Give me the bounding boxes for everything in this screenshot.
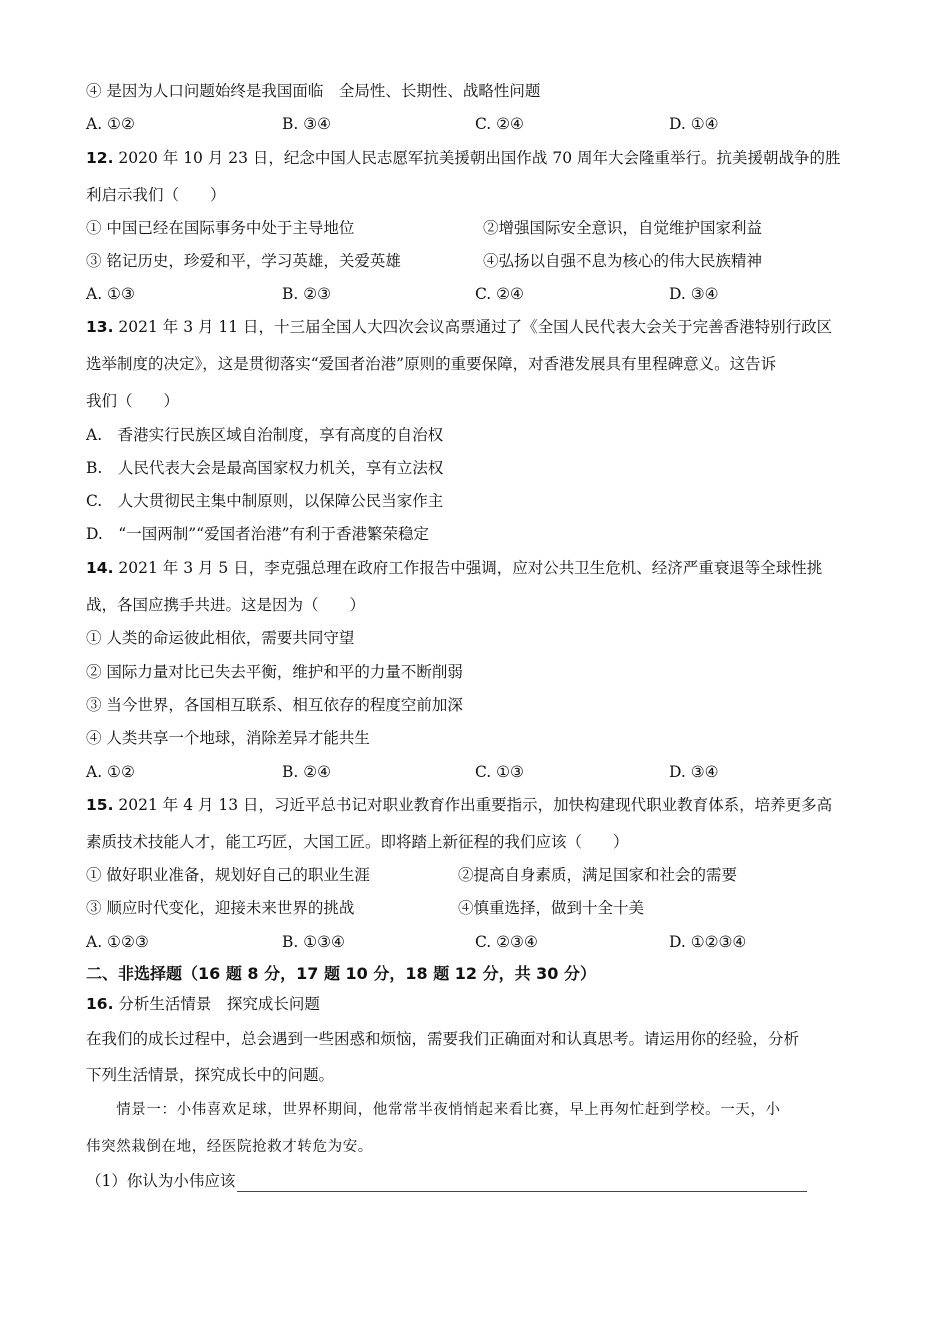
q11-option-b[interactable]: B. ③④ xyxy=(282,115,332,133)
answer-blank-line[interactable] xyxy=(237,1175,807,1192)
q14-item-1: ① 人类的命运彼此相依，需要共同守望 xyxy=(86,629,355,647)
q13-option-d[interactable]: D. “一国两制”“爱国者治港”有利于香港繁荣稳定 xyxy=(86,525,429,543)
q16-subquestion-1 xyxy=(86,1170,807,1192)
q15-item-1: ① 做好职业准备，规划好自己的职业生涯 xyxy=(86,866,370,884)
q13-option-b[interactable]: B. 人民代表大会是最高国家权力机关，享有立法权 xyxy=(86,459,444,477)
q16-number: 16. xyxy=(86,995,114,1013)
q16-title xyxy=(86,993,320,1015)
q14-stem-text1: 2021 年 3 月 5 日，李克强总理在政府工作报告中强调，应对公共卫生危机、经济严重衰退等全球性挑 xyxy=(113,559,823,577)
q12-item-3: ③ 铭记历史，珍爱和平，学习英雄，关爱英雄 xyxy=(86,252,401,270)
q16-intro-line2: 下列生活情景，探究成长中的问题。 xyxy=(86,1066,335,1084)
q15-option-a[interactable]: A. ①②③ xyxy=(86,933,149,951)
q13-stem-line2: 选举制度的决定》，这是贯彻落实“爱国者治港”原则的重要保障，对香港发展具有里程碑意义。这告诉 xyxy=(86,355,777,373)
q15-stem-text1: 2021 年 4 月 13 日，习近平总书记对职业教育作出重要指示，加快构建现代职业教育体系，培养更多高 xyxy=(113,796,833,814)
q14-stem-line2: 战，各国应携手共进。这是因为（ ） xyxy=(86,596,366,614)
q16-scene1-line2: 伟突然栽倒在地，经医院抢救才转危为安。 xyxy=(86,1139,373,1155)
q15-option-c[interactable]: C. ②③④ xyxy=(475,933,538,951)
q12-option-a[interactable]: A. ①③ xyxy=(86,285,135,303)
q16-intro-line1: 在我们的成长过程中，总会遇到一些困惑和烦恼，需要我们正确面对和认真思考。请运用你的经验，分析 xyxy=(86,1030,800,1048)
q14-options xyxy=(86,761,876,783)
q12-items-row2 xyxy=(86,250,876,272)
q12-number: 12. xyxy=(86,149,114,167)
q14-stem-line1 xyxy=(86,557,822,579)
q15-items-row2 xyxy=(86,897,876,919)
q13-stem-line1 xyxy=(86,316,832,338)
q11-option-d[interactable]: D. ①④ xyxy=(669,115,719,133)
q12-stem-line1 xyxy=(86,147,841,169)
q14-option-c[interactable]: C. ①③ xyxy=(475,763,524,781)
q14-number: 14. xyxy=(86,559,114,577)
q12-stem-line2: 利启示我们（ ） xyxy=(86,186,226,204)
q12-option-b[interactable]: B. ②③ xyxy=(282,285,332,303)
q12-item-4: ④弘扬以自强不息为核心的伟大民族精神 xyxy=(483,252,763,270)
q15-stem-line1 xyxy=(86,794,832,816)
q15-item-3: ③ 顺应时代变化，迎接未来世界的挑战 xyxy=(86,899,355,917)
q11-options xyxy=(86,113,876,135)
q13-number: 13. xyxy=(86,318,114,336)
q16-sub1-label: （1）你认为小伟应该 xyxy=(86,1172,236,1190)
q14-item-3: ③ 当今世界，各国相互联系、相互依存的程度空前加深 xyxy=(86,696,463,714)
q12-option-d[interactable]: D. ③④ xyxy=(669,285,719,303)
q16-scene1-line1: 情景一：小伟喜欢足球，世界杯期间，他常常半夜悄悄起来看比赛，早上再匆忙赶到学校。一天，小 xyxy=(86,1102,781,1118)
q15-option-b[interactable]: B. ①③④ xyxy=(282,933,345,951)
q15-number: 15. xyxy=(86,796,114,814)
q15-items-row1 xyxy=(86,864,876,886)
q15-item-4: ④慎重选择，做到十全十美 xyxy=(458,899,645,917)
q16-title-text: 分析生活情景 探究成长问题 xyxy=(113,995,320,1013)
q11-option-a[interactable]: A. ①② xyxy=(86,115,135,133)
q15-option-d[interactable]: D. ①②③④ xyxy=(669,933,747,951)
q11-item-4: ④ 是因为人口问题始终是我国面临 全局性、长期性、战略性问题 xyxy=(86,82,541,100)
q12-item-1: ① 中国已经在国际事务中处于主导地位 xyxy=(86,219,355,237)
q12-stem-text1: 2020 年 10 月 23 日，纪念中国人民志愿军抗美援朝出国作战 70 周年大会隆重举行。抗美援朝战争的胜 xyxy=(113,149,841,167)
q14-item-4: ④ 人类共享一个地球，消除差异才能共生 xyxy=(86,729,370,747)
q11-option-c[interactable]: C. ②④ xyxy=(475,115,524,133)
q15-options xyxy=(86,931,876,953)
q14-option-d[interactable]: D. ③④ xyxy=(669,763,719,781)
q12-items-row1 xyxy=(86,217,876,239)
q12-option-c[interactable]: C. ②④ xyxy=(475,285,524,303)
q15-item-2: ②提高自身素质，满足国家和社会的需要 xyxy=(458,866,738,884)
q15-stem-line2: 素质技术技能人才，能工巧匠，大国工匠。即将踏上新征程的我们应该（ ） xyxy=(86,833,629,851)
q12-item-2: ②增强国际安全意识，自觉维护国家利益 xyxy=(483,219,763,237)
q14-option-a[interactable]: A. ①② xyxy=(86,763,135,781)
q13-option-c[interactable]: C. 人大贯彻民主集中制原则，以保障公民当家作主 xyxy=(86,492,444,510)
section-2-heading: 二、非选择题（16 题 8 分，17 题 10 分，18 题 12 分，共 30 分） xyxy=(86,964,597,983)
q14-item-2: ② 国际力量对比已失去平衡，维护和平的力量不断削弱 xyxy=(86,663,463,681)
q13-stem-text1: 2021 年 3 月 11 日，十三届全国人大四次会议高票通过了《全国人民代表大会关于完善香港特别行政区 xyxy=(113,318,833,336)
q14-option-b[interactable]: B. ②④ xyxy=(282,763,332,781)
q12-options xyxy=(86,283,876,305)
q13-stem-line3: 我们（ ） xyxy=(86,392,180,410)
q13-option-a[interactable]: A. 香港实行民族区域自治制度，享有高度的自治权 xyxy=(86,426,444,444)
